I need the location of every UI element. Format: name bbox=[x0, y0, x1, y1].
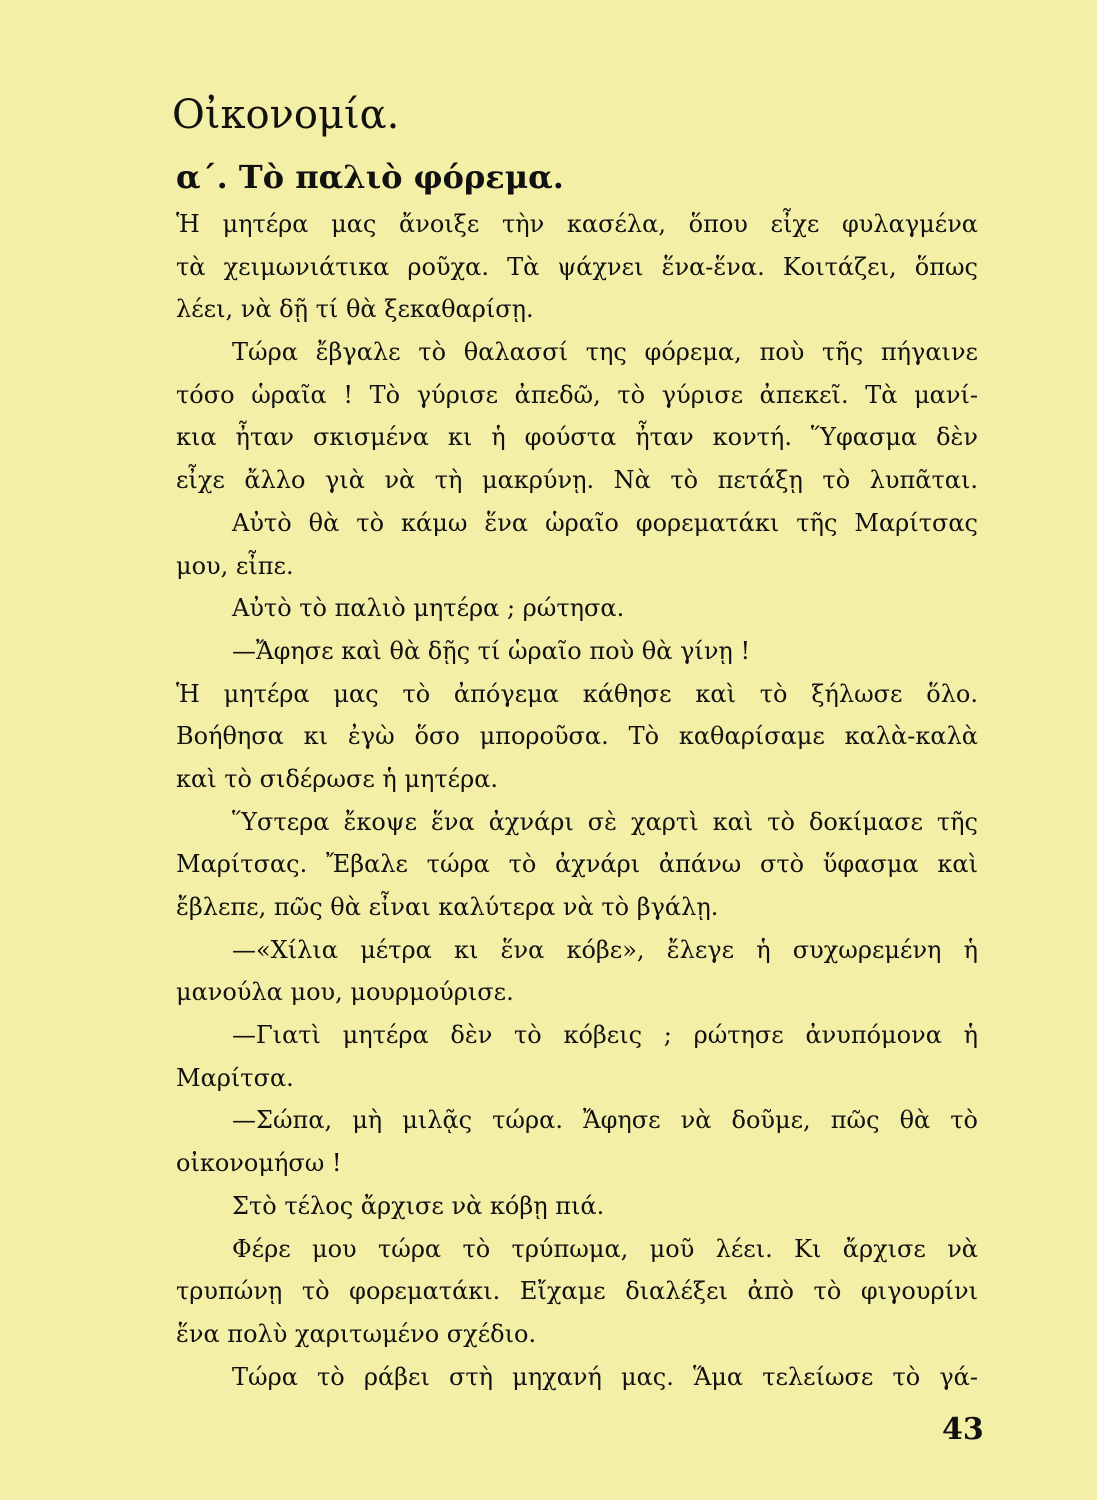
text-line: λέει, νὰ δῇ τί θὰ ξεκαθαρίσῃ. bbox=[176, 295, 534, 324]
text-line: τὰ χειμωνιάτικα ροῦχα. Τὰ ψάχνει ἕνα-ἕνα. Κοιτάζει, ὅπως bbox=[176, 252, 978, 281]
text-line: —Σώπα, μὴ μιλᾷς τώρα. Ἄφησε νὰ δοῦμε, πῶς θὰ τὸ bbox=[232, 1106, 978, 1135]
text-line: μανούλα μου, μουρμούρισε. bbox=[176, 978, 514, 1007]
text-line: οἰκονομήσω ! bbox=[176, 1149, 342, 1178]
text-line: Βοήθησα κι ἐγὼ ὅσο μποροῦσα. Τὸ καθαρίσαμε καλὰ-καλὰ bbox=[176, 722, 978, 751]
text-line: Μαρίτσας. Ἔβαλε τώρα τὸ ἀχνάρι ἀπάνω στὸ ὕφασμα καὶ bbox=[176, 850, 978, 879]
text-line: Φέρε μου τώρα τὸ τρύπωμα, μοῦ λέει. Κι ἄρχισε νὰ bbox=[232, 1234, 978, 1263]
text-line: Μαρίτσα. bbox=[176, 1063, 294, 1092]
text-line: ἔβλεπε, πῶς θὰ εἶναι καλύτερα νὰ τὸ βγάλῃ. bbox=[176, 893, 719, 921]
text-line: μου, εἶπε. bbox=[176, 551, 294, 580]
text-line: Ὕστερα ἔκοψε ἕνα ἀχνάρι σὲ χαρτὶ καὶ τὸ δοκίμασε τῆς bbox=[232, 807, 978, 836]
page-number: 43 bbox=[942, 1412, 984, 1447]
text-line: καὶ τὸ σιδέρωσε ἡ μητέρα. bbox=[176, 764, 499, 793]
page-title: Οἰκονομία. bbox=[172, 92, 400, 138]
text-line: Ἡ μητέρα μας ἄνοιξε τὴν κασέλα, ὅπου εἶχε φυλαγμένα bbox=[176, 210, 978, 238]
text-line: Τώρα τὸ ράβει στὴ μηχανή μας. Ἅμα τελείωσε τὸ γά- bbox=[232, 1362, 978, 1391]
text-line: —«Χίλια μέτρα κι ἕνα κόβε», ἔλεγε ἡ συχωρεμένη ἡ bbox=[232, 935, 978, 964]
text-line: Στὸ τέλος ἄρχισε νὰ κόβῃ πιά. bbox=[232, 1191, 605, 1220]
text-line: κια ἦταν σκισμένα κι ἡ φούστα ἦταν κοντή. Ὕφασμα δὲν bbox=[176, 423, 978, 452]
text-line: Ἡ μητέρα μας τὸ ἀπόγεμα κάθησε καὶ τὸ ξήλωσε ὅλο. bbox=[176, 679, 978, 708]
text-line: τρυπώνῃ τὸ φορεματάκι. Εἴχαμε διαλέξει ἀπὸ τὸ φιγουρίνι bbox=[176, 1277, 978, 1306]
text-line: —Γιατὶ μητέρα δὲν τὸ κόβεις ; ρώτησε ἀνυπόμονα ἡ bbox=[232, 1021, 978, 1050]
text-line: Τώρα ἔβγαλε τὸ θαλασσί της φόρεμα, ποὺ τῆς πήγαινε bbox=[232, 338, 978, 367]
text-line: ἕνα πολὺ χαριτωμένο σχέδιο. bbox=[176, 1319, 537, 1348]
text-line: εἶχε ἄλλο γιὰ νὰ τὴ μακρύνῃ. Νὰ τὸ πετάξῃ τὸ λυπᾶται. bbox=[176, 466, 978, 495]
text-line: —Ἄφησε καὶ θὰ δῇς τί ὡραῖο ποὺ θὰ γίνῃ ! bbox=[232, 636, 751, 665]
text-line: Αὐτὸ θὰ τὸ κάμω ἕνα ὡραῖο φορεματάκι τῆς Μαρίτσας bbox=[232, 508, 978, 537]
text-line: τόσο ὡραῖα ! Τὸ γύρισε ἀπεδῶ, τὸ γύρισε ἀπεκεῖ. Τὰ μανί- bbox=[176, 380, 978, 409]
section-heading: α΄. Τὸ παλιὸ φόρεμα. bbox=[176, 158, 564, 196]
text-line: Αὐτὸ τὸ παλιὸ μητέρα ; ρώτησα. bbox=[232, 594, 625, 623]
body-text bbox=[176, 203, 978, 1398]
